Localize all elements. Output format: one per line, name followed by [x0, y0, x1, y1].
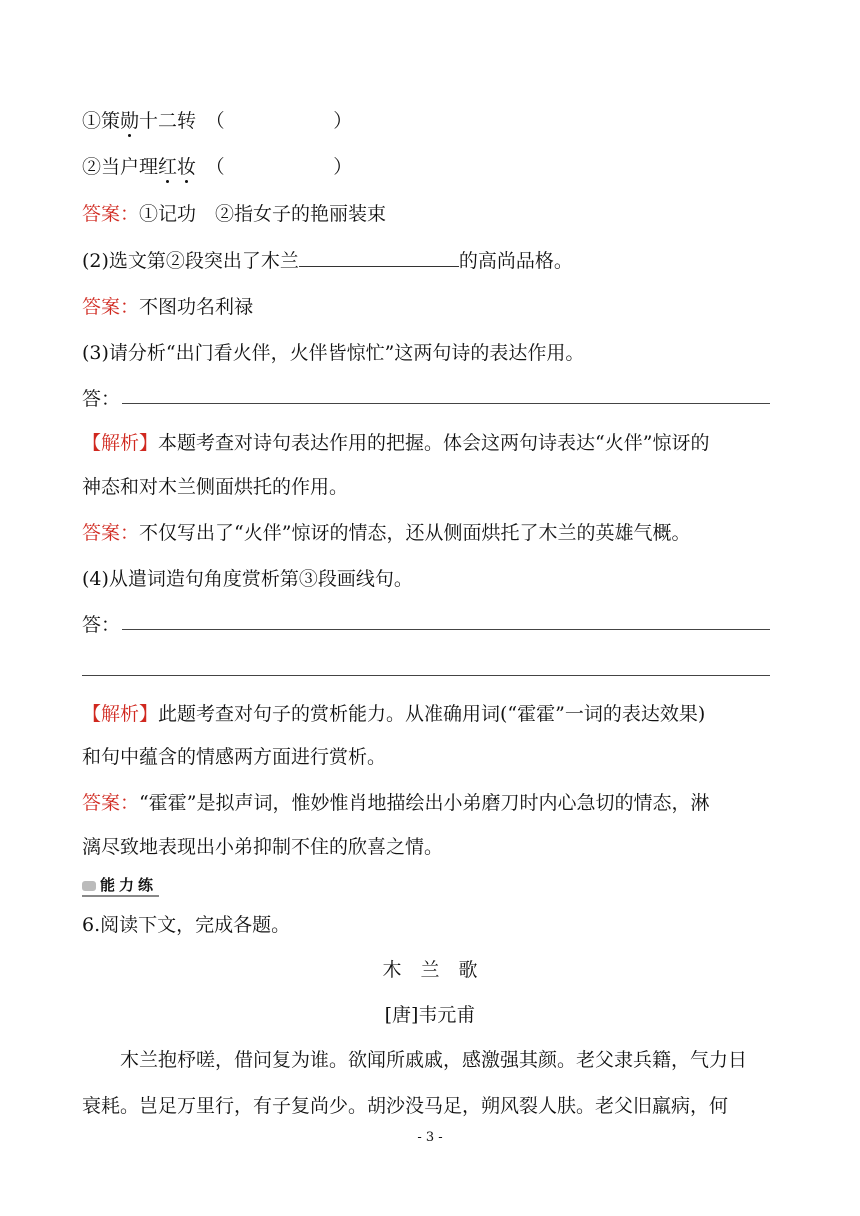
q4-answer-prefix: 答：	[82, 614, 121, 636]
q3-answer-line[interactable]	[122, 403, 770, 404]
analysis-label: 【解析】	[82, 703, 159, 725]
answer-text: “霍霍”是拟声词，惟妙惟肖地描绘出小弟磨刀时内心急切的情态，淋	[139, 792, 710, 814]
poem-text-line-1: 木兰抱杼嗟，借问复为谁。欲闻所戚戚，感激强其颜。老父隶兵籍，气力日	[120, 1049, 748, 1071]
section-badge	[82, 874, 159, 897]
answer-label: 答案：	[82, 792, 140, 814]
answer-text: ①记功 ②指女子的艳丽装束	[139, 203, 387, 225]
q1-item-1	[82, 108, 352, 134]
answer-label: 答案：	[82, 296, 140, 318]
q1-item2-dotted-char-2: 妆	[177, 156, 197, 178]
q4-answer-line-text-1	[82, 790, 709, 816]
q3-answer-prefix: 答：	[82, 388, 121, 410]
q2-prompt-post: 的高尚品格。	[458, 250, 573, 272]
q1-item1-blank[interactable]: （ ）	[215, 110, 353, 132]
q4-analysis-line-1	[82, 701, 705, 727]
q4-prompt: (4)从遣词造句角度赏析第③段画线句。	[82, 568, 413, 590]
q2-prompt-pre: (2)选文第②段突出了木兰	[82, 250, 299, 272]
page-number: - 3 -	[417, 1130, 443, 1145]
q1-item2-blank[interactable]: （ ）	[215, 156, 353, 178]
q4-answer-line-text-2: 漓尽致地表现出小弟抑制不住的欣喜之情。	[82, 836, 444, 858]
section-badge-label: 能力练	[100, 876, 158, 894]
q3-analysis-line-1	[82, 430, 709, 456]
answer-label: 答案：	[82, 203, 140, 225]
q6-prompt: 6.阅读下文，完成各题。	[82, 914, 291, 936]
analysis-text: 本题考查对诗句表达作用的把握。体会这两句诗表达“火伴”惊讶的	[158, 432, 710, 454]
analysis-label: 【解析】	[82, 432, 159, 454]
q2-fill-blank[interactable]	[299, 248, 459, 267]
q3-answer	[82, 520, 690, 546]
q1-item2-pre: ②当户理	[82, 156, 159, 178]
q2-answer	[82, 294, 253, 320]
answer-text: 不图功名利禄	[139, 296, 254, 318]
q4-analysis-line-2: 和句中蕴含的情感两方面进行赏析。	[82, 746, 387, 768]
answer-text: 不仅写出了“火伴”惊讶的情态，还从侧面烘托了木兰的英雄气概。	[139, 522, 691, 544]
q4-answer-line-1[interactable]	[122, 629, 770, 630]
q1-answer	[82, 201, 386, 227]
q1-item2-dotted-char-1: 红	[158, 156, 178, 178]
q4-answer-line-2[interactable]	[82, 675, 770, 676]
q1-item-2	[82, 154, 352, 180]
q3-prompt: (3)请分析“出门看火伴，火伴皆惊忙”这两句诗的表达作用。	[82, 342, 585, 364]
q1-item1-pre: ①策	[82, 110, 121, 132]
answer-label: 答案：	[82, 522, 140, 544]
badge-icon	[82, 881, 96, 891]
analysis-text: 此题考查对句子的赏析能力。从准确用词(“霍霍”一词的表达效果)	[158, 703, 706, 725]
q3-analysis-line-2: 神态和对木兰侧面烘托的作用。	[82, 476, 349, 498]
q1-item1-dotted-char: 勋	[120, 110, 140, 132]
q1-item1-post: 十二转	[139, 110, 197, 132]
poem-author: [唐]韦元甫	[384, 1004, 476, 1026]
poem-text-line-2: 衰耗。岂足万里行，有子复尚少。胡沙没马足，朔风裂人肤。老父旧羸病，何	[82, 1095, 729, 1117]
poem-title: 木 兰 歌	[382, 959, 478, 981]
q2-prompt	[82, 248, 573, 274]
